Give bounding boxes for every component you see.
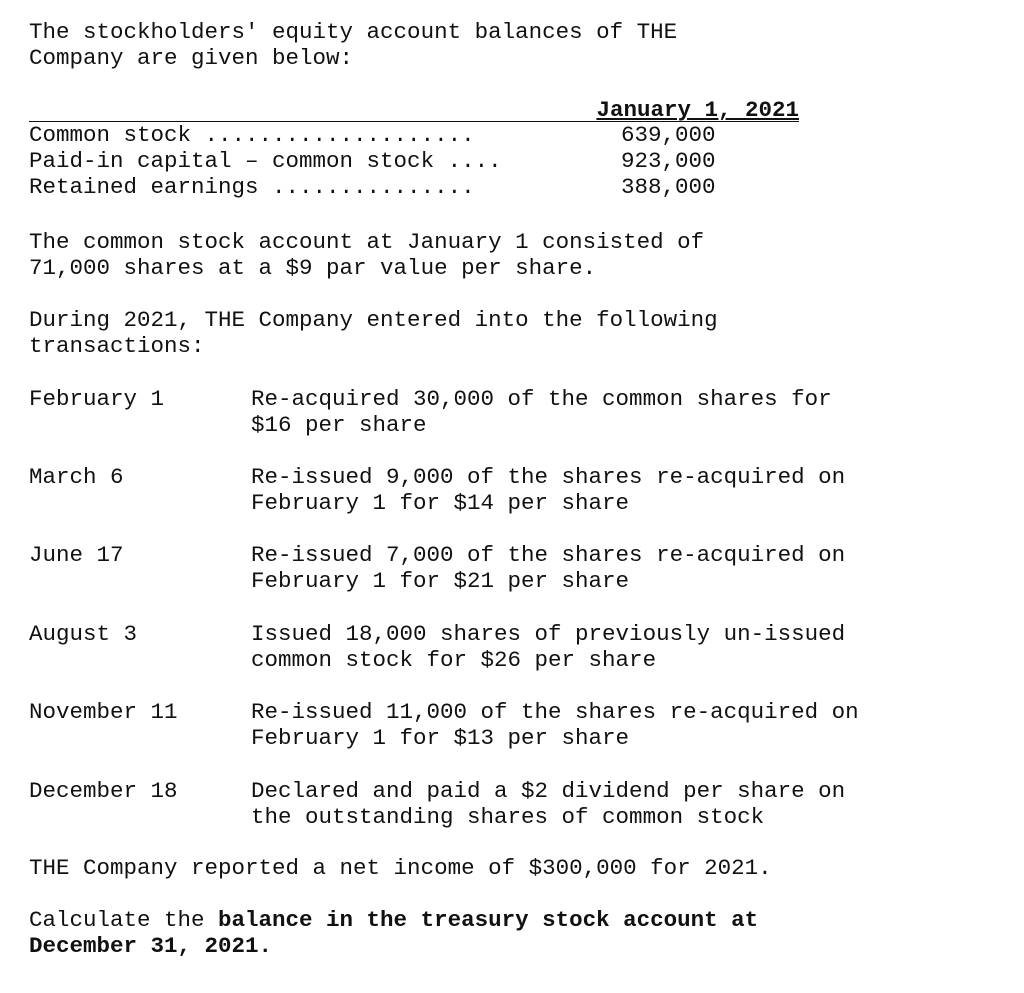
transaction-description: Re-issued 7,000 of the shares re-acquired on February 1 for $21 per share	[251, 542, 846, 594]
common-stock-note: The common stock account at January 1 consisted of 71,000 shares at a $9 par value per share.	[29, 229, 705, 281]
transaction-description: Re-issued 11,000 of the shares re-acquired on February 1 for $13 per share	[251, 699, 859, 751]
intro-paragraph: The stockholders' equity account balances of THE Company are given below:	[29, 19, 678, 71]
table-header	[29, 99, 799, 122]
transaction-date: August 3	[29, 621, 138, 647]
row-value: 639,000	[621, 122, 716, 148]
row-value: 388,000	[621, 174, 716, 200]
transaction-date: March 6	[29, 464, 124, 490]
transaction-description: Issued 18,000 shares of previously un-issued common stock for $26 per share	[251, 621, 846, 673]
transactions-intro: During 2021, THE Company entered into the following transactions:	[29, 307, 718, 359]
table-row-common-stock	[29, 122, 799, 148]
question-paragraph	[29, 907, 929, 959]
transaction-description: Re-acquired 30,000 of the common shares for $16 per share	[251, 386, 832, 438]
row-label: Paid-in capital – common stock ....	[29, 148, 502, 174]
row-value: 923,000	[621, 148, 716, 174]
net-income-statement: THE Company reported a net income of $300,000 for 2021.	[29, 855, 772, 881]
transaction-date: December 18	[29, 778, 178, 804]
transaction-date: June 17	[29, 542, 124, 568]
table-row-retained-earnings	[29, 174, 799, 200]
transaction-description: Declared and paid a $2 dividend per share on the outstanding shares of common stock	[251, 778, 846, 830]
question-prefix: Calculate the	[29, 907, 219, 933]
row-label: Common stock ....................	[29, 122, 475, 148]
table-row-paid-in-capital	[29, 148, 799, 174]
question-emphasis: balance in the treasury stock account at December 31, 2021.	[29, 907, 759, 959]
equity-balances-table	[29, 99, 799, 200]
transaction-description: Re-issued 9,000 of the shares re-acquired on February 1 for $14 per share	[251, 464, 846, 516]
transaction-date: February 1	[29, 386, 165, 412]
date-column-header: January 1, 2021	[596, 97, 799, 123]
transaction-date: November 11	[29, 699, 178, 725]
row-label: Retained earnings ...............	[29, 174, 475, 200]
